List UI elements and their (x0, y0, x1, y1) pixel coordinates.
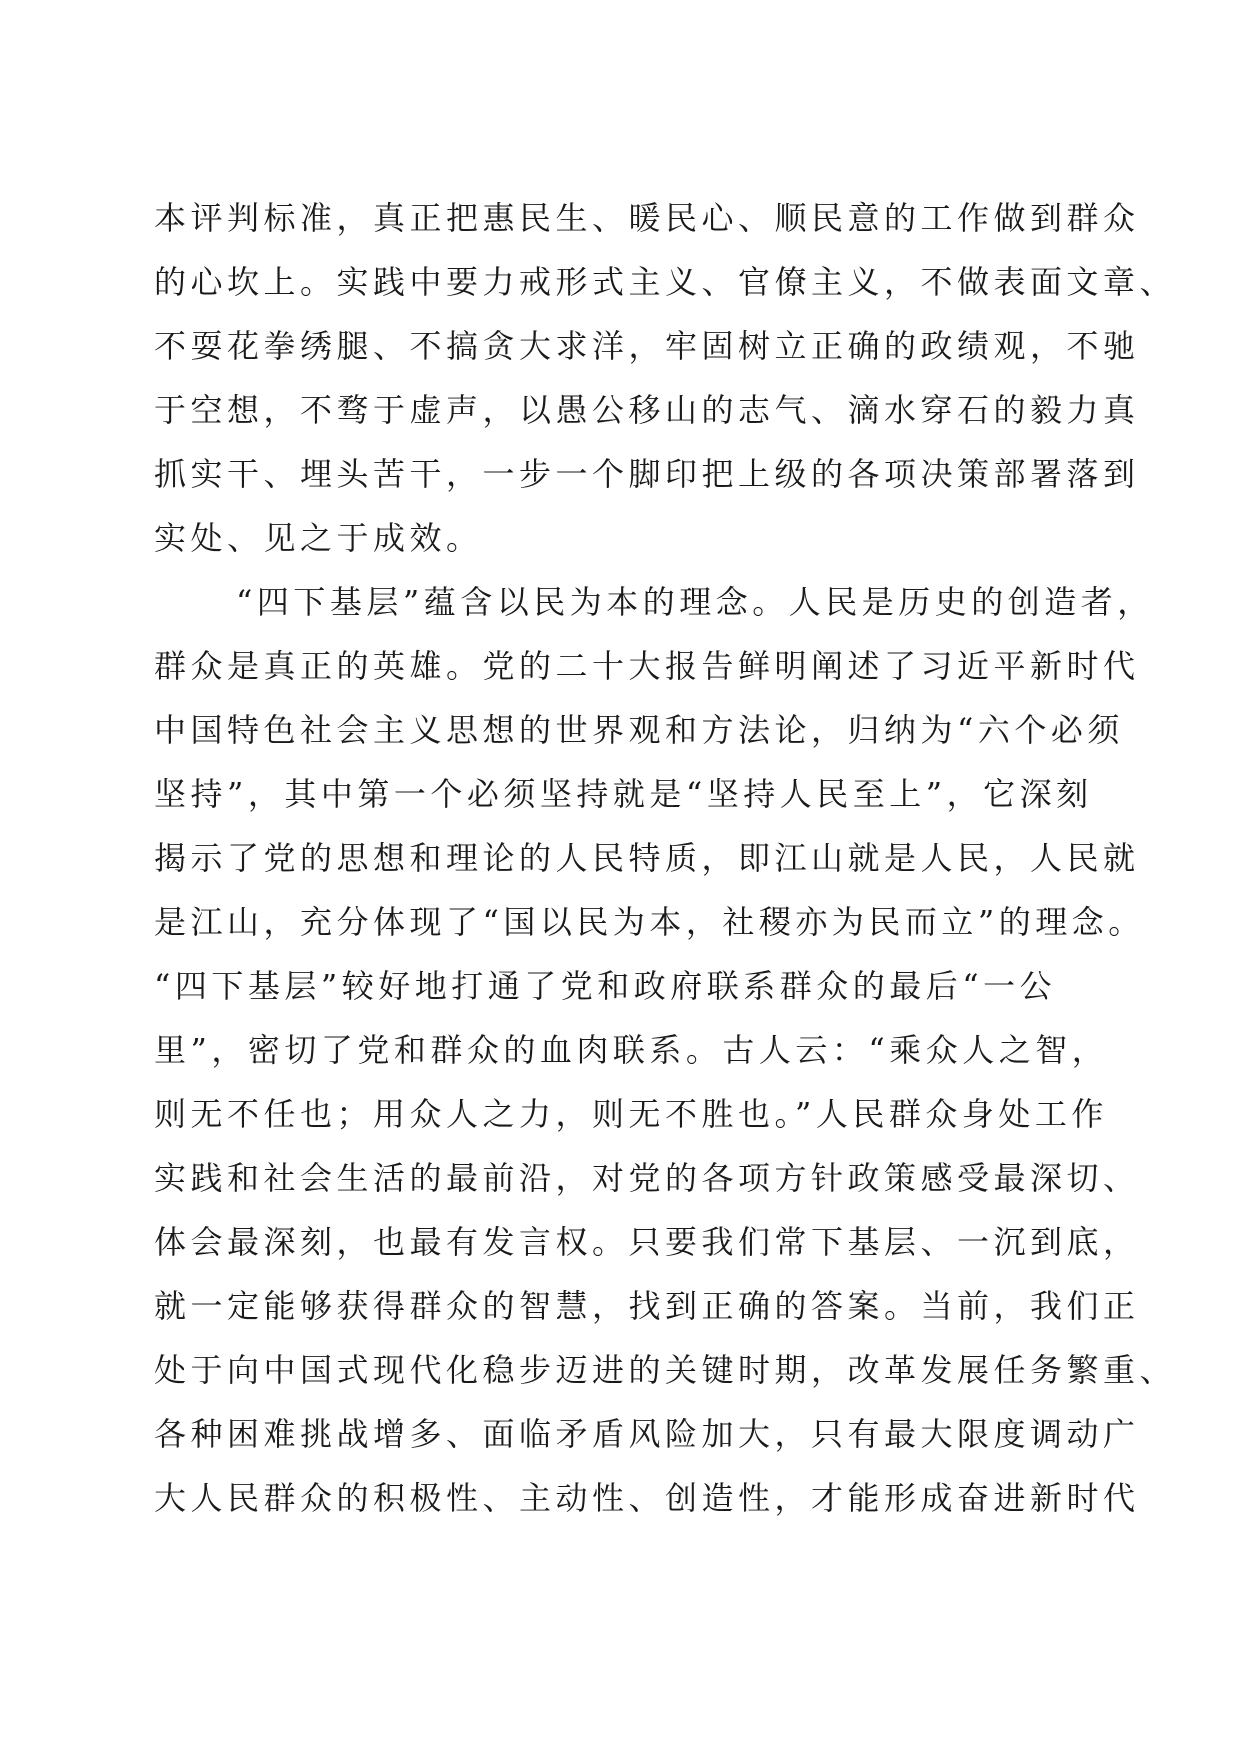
text-line: 揭示了党的思想和理论的人民特质，即江山就是人民，人民就 (154, 839, 1140, 877)
text-line: 群众是真正的英雄。党的二十大报告鲜明阐述了习近平新时代 (154, 647, 1140, 685)
text-line: 里”，密切了党和群众的血肉联系。古人云：“乘众人之智， (154, 1031, 1109, 1069)
text-line: 处于向中国式现代化稳步迈进的关键时期，改革发展任务繁重、 (154, 1351, 1177, 1389)
text-line: 大人民群众的积极性、主动性、创造性，才能形成奋进新时代 (154, 1479, 1140, 1517)
text-line: 中国特色社会主义思想的世界观和方法论，归纳为“六个必须 (154, 711, 1124, 749)
text-line: 实处、见之于成效。 (154, 519, 483, 557)
text-line: 的心坎上。实践中要力戒形式主义、官僚主义，不做表面文章、 (154, 263, 1177, 301)
text-line: 就一定能够获得群众的智慧，找到正确的答案。当前，我们正 (154, 1287, 1140, 1325)
paragraph-1 (154, 186, 1177, 570)
text-line: 体会最深刻，也最有发言权。只要我们常下基层、一沉到底， (154, 1223, 1140, 1261)
text-line: “四下基层”蕴含以民为本的理念。人民是历史的创造者， (236, 583, 1154, 621)
text-line: 实践和社会生活的最前沿，对党的各项方针政策感受最深切、 (154, 1159, 1140, 1197)
text-line: 不耍花拳绣腿、不搞贪大求洋，牢固树立正确的政绩观，不驰 (154, 327, 1140, 365)
text-line: 是江山，充分体现了“国以民为本，社稷亦为民而立”的理念。 (154, 903, 1145, 941)
text-line: 本评判标准，真正把惠民生、暖民心、顺民意的工作做到群众 (154, 199, 1140, 237)
document-body (154, 186, 1177, 1530)
text-line: 抓实干、埋头苦干，一步一个脚印把上级的各项决策部署落到 (154, 455, 1140, 493)
text-line: 各种困难挑战增多、面临矛盾风险加大，只有最大限度调动广 (154, 1415, 1140, 1453)
text-line: 坚持”，其中第一个必须坚持就是“坚持人民至上”，它深刻 (154, 775, 1093, 813)
text-line: “四下基层”较好地打通了党和政府联系群众的最后“一公 (154, 967, 1057, 1005)
text-line: 于空想，不骛于虚声，以愚公移山的志气、滴水穿石的毅力真 (154, 391, 1140, 429)
text-line: 则无不任也；用众人之力，则无不胜也。”人民群众身处工作 (154, 1095, 1108, 1133)
paragraph-2 (154, 570, 1177, 1530)
